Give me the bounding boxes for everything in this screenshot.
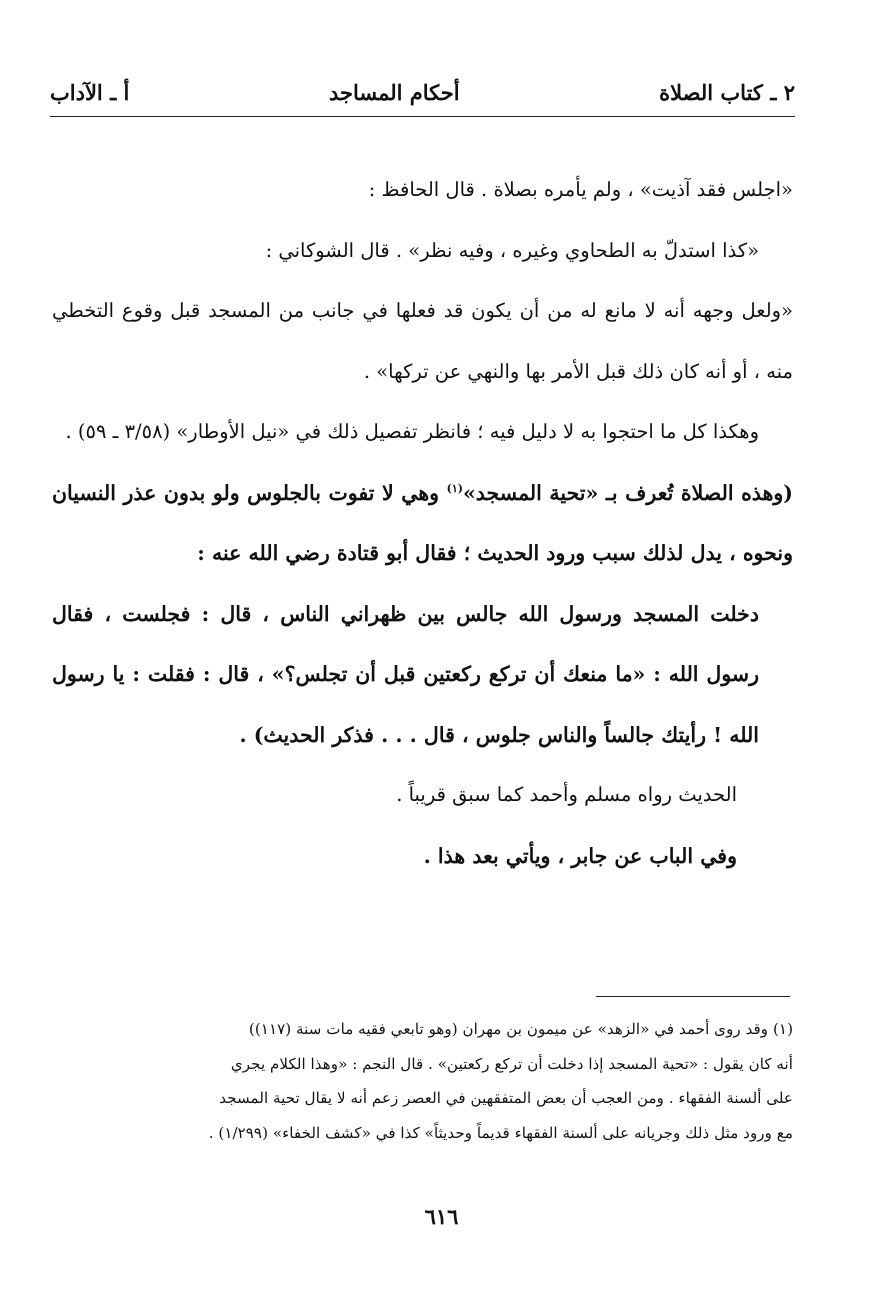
header-subsection: أ ـ الآداب xyxy=(50,79,130,105)
paragraph-5-rest: وهي لا تفوت بالجلوس ولو بدون عذر النسيان ونحوه ، يدل لذلك سبب ورود الحديث ؛ فقال أبو قتادة رضي الله عنه : xyxy=(52,480,793,565)
paragraph-8: وفي الباب عن جابر ، ويأتي بعد هذا . xyxy=(423,843,737,868)
page-number: ٦١٦ xyxy=(424,1204,459,1229)
footnote-divider xyxy=(596,996,790,997)
hadith-text: دخلت المسجد ورسول الله جالس بين ظهراني الناس ، قال : فجلست ، فقال رسول الله : «ما منعك أن تركع ركعتين قبل أن تجلس؟» ، قال : فقلت : يا رسول الله ! رأيتك جالساً والناس جلوس ، قال . . . فذكر الحديث) . xyxy=(52,601,759,747)
paragraph-4: وهكذا كل ما احتجوا به لا دليل فيه ؛ فانظر تفصيل ذلك في «نيل الأوطار» (٣/٥٨ ـ ٥٩) . xyxy=(65,420,759,443)
paragraph-5 xyxy=(52,463,793,584)
running-header xyxy=(50,72,795,112)
footnote-line-1: (١) وقد روى أحمد في «الزهد» عن ميمون بن مهران (وهو تابعي فقيه مات سنة (١١٧)) xyxy=(248,1020,793,1038)
header-section: أحكام المساجد xyxy=(328,79,460,105)
footnote-line-2: أنه كان يقول : «تحية المسجد إذا دخلت أن تركع ركعتين» . قال النجم : «وهذا الكلام يجري xyxy=(230,1054,793,1073)
header-chapter: ٢ ـ كتاب الصلاة xyxy=(659,79,795,105)
paragraph-3: «ولعل وجهه أنه لا مانع له من أن يكون قد فعلها في جانب من المسجد قبل وقوع التخطي منه ، أو أنه كان ذلك قبل الأمر بها والنهي عن تركها» . xyxy=(52,299,793,383)
header-divider xyxy=(50,116,795,117)
footnote-line-4: مع ورود مثل ذلك وجريانه على ألسنة الفقهاء قديماً وحديثاً» كذا في «كشف الخفاء» (١/٢٩٩) . xyxy=(208,1123,793,1142)
paragraph-1: «اجلس فقد آذيت» ، ولم يأمره بصلاة . قال الحافظ : xyxy=(368,178,793,201)
paragraph-7: الحديث رواه مسلم وأحمد كما سبق قريباً . xyxy=(396,783,737,806)
footnotes xyxy=(52,1012,793,1150)
footnote-line-3: على ألسنة الفقهاء . ومن العجب أن بعض المتفقهين في العصر زعم أنه لا يقال تحية المسجد xyxy=(219,1089,793,1107)
paragraph-5-start: (وهذه الصلاة تُعرف بـ «تحية المسجد» xyxy=(462,480,793,505)
footnote-marker: (١) xyxy=(446,481,463,495)
paragraph-2: «كذا استدلّ به الطحاوي وغيره ، وفيه نظر» . قال الشوكاني : xyxy=(265,238,759,262)
main-text xyxy=(52,160,793,886)
